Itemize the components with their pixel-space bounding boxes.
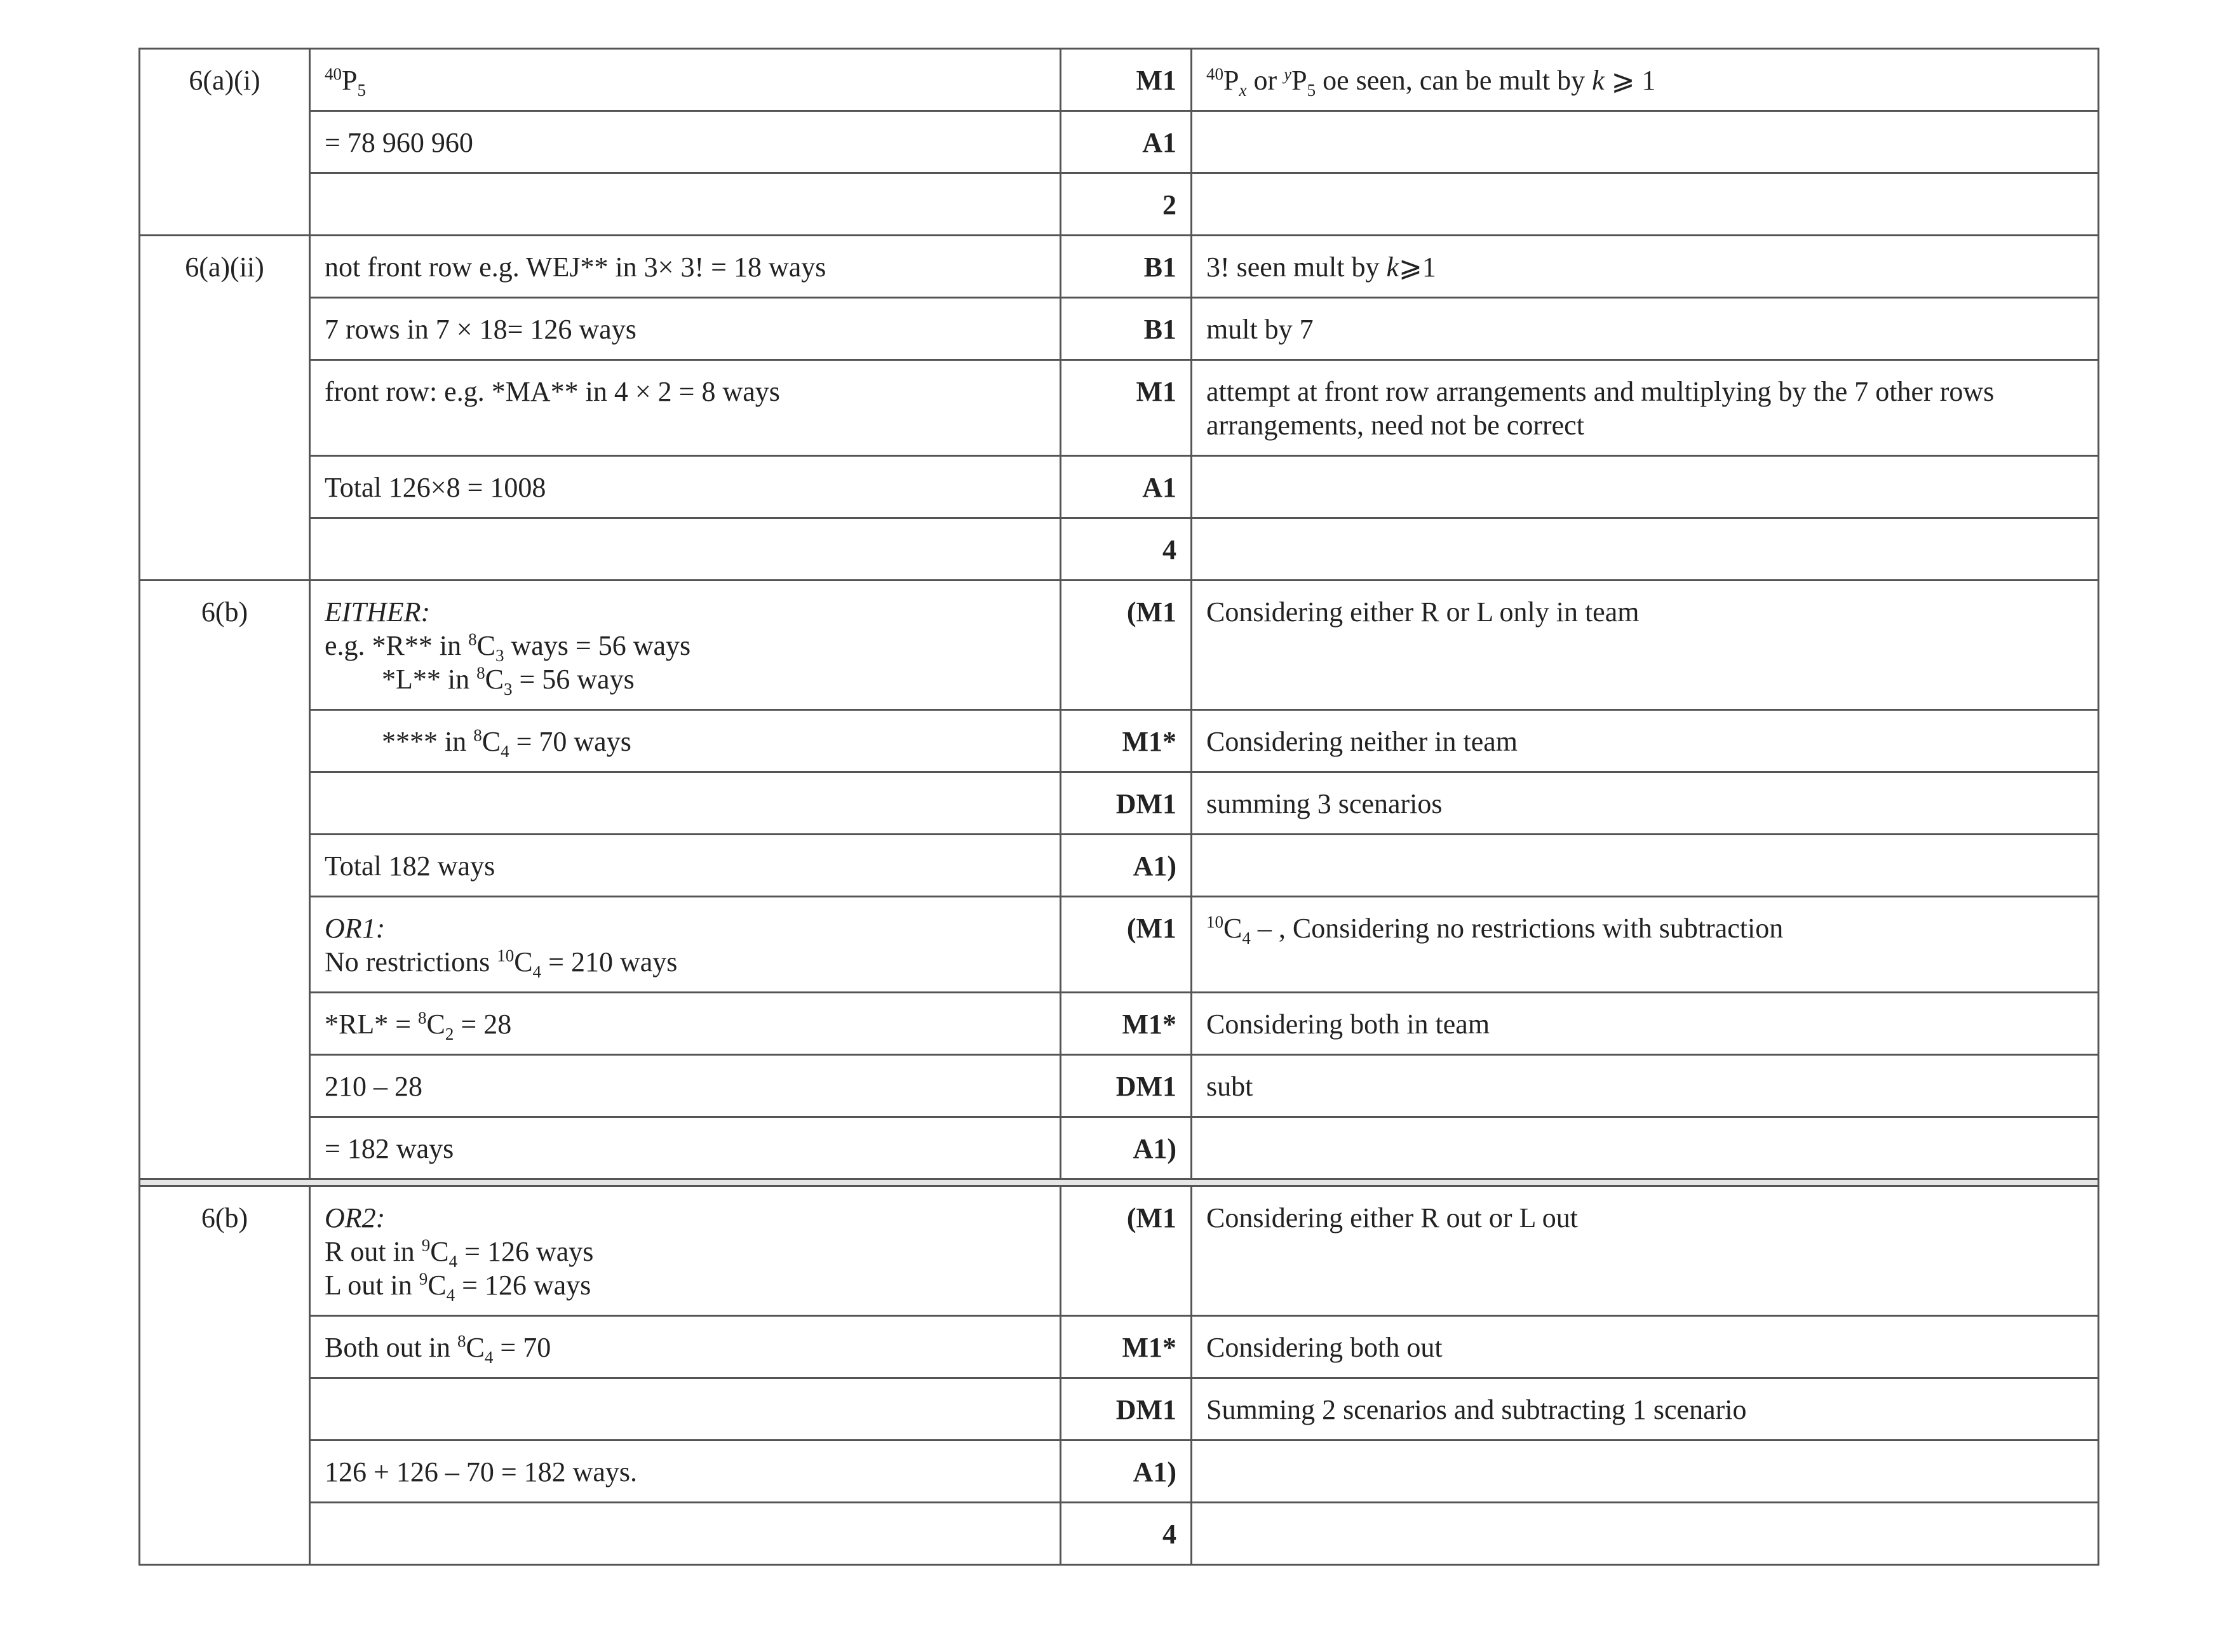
guidance-cell: attempt at front row arrangements and multiplying by the 7 other rows arrangements, need not be correct — [1192, 360, 2099, 456]
answer-cell — [310, 772, 1061, 835]
answer-cell: OR1: No restrictions $^{10}C_4 = 210$ ways — [310, 897, 1061, 993]
mark-cell: M1 — [1061, 49, 1192, 111]
mark-cell: A1) — [1061, 835, 1192, 897]
mark-cell: B1 — [1061, 298, 1192, 360]
question-number: 6(a)(i) — [140, 49, 310, 236]
answer-cell: Total 126×8 = 1008 — [310, 456, 1061, 518]
guidance-cell: Considering either R or L only in team — [1192, 581, 2099, 710]
mark-cell: A1) — [1061, 1117, 1192, 1179]
guidance-cell — [1192, 1117, 2099, 1179]
mark-cell: (M1 — [1061, 897, 1192, 993]
table-row — [140, 835, 2099, 897]
guidance-cell: summing 3 scenarios — [1192, 772, 2099, 835]
table-row — [140, 993, 2099, 1055]
mark-cell: M1* — [1061, 1316, 1192, 1378]
guidance-cell: Considering either R out or L out — [1192, 1186, 2099, 1316]
answer-cell — [310, 1503, 1061, 1565]
mark-cell: (M1 — [1061, 581, 1192, 710]
table-row — [140, 49, 2099, 111]
answer-cell: OR2: R out in $^9C_4 = 126$ ways L out in $^9C_4 = 126$ ways — [310, 1186, 1061, 1316]
answer-cell: Total 182 ways — [310, 835, 1061, 897]
table-row — [140, 456, 2099, 518]
guidance-cell — [1192, 835, 2099, 897]
answer-cell: EITHER: e.g. *R** in $^8C_3$ ways = 56 ways *L** in $^8C_3 = 56$ ways — [310, 581, 1061, 710]
answer-cell: 7 rows in 7 × 18= 126 ways — [310, 298, 1061, 360]
total-mark-cell: 2 — [1061, 173, 1192, 236]
guidance-cell — [1192, 518, 2099, 581]
table-row — [140, 111, 2099, 173]
answer-cell — [310, 173, 1061, 236]
mark-cell: DM1 — [1061, 1378, 1192, 1440]
answer-cell: $*RL* = ^8C_2 = 28$ — [310, 993, 1061, 1055]
mark-cell: (M1 — [1061, 1186, 1192, 1316]
guidance-cell — [1192, 111, 2099, 173]
answer-cell: Both out in $^8C_4 = 70$ — [310, 1316, 1061, 1378]
mark-scheme-table — [138, 48, 2099, 1566]
guidance-cell: 3! seen mult by k⩾1 — [1192, 236, 2099, 298]
mark-cell: A1 — [1061, 456, 1192, 518]
table-row — [140, 518, 2099, 581]
table-row — [140, 1055, 2099, 1117]
answer-cell: $^{40}P_5$ — [310, 49, 1061, 111]
guidance-cell: $^{40}P_x$ or $^yP_5$ oe seen, can be mult by k ⩾ 1 — [1192, 49, 2099, 111]
guidance-cell: $^{10}C_4$ – , Considering no restrictions with subtraction — [1192, 897, 2099, 993]
mark-cell: M1 — [1061, 360, 1192, 456]
answer-cell: **** in $^8C_4 = 70$ ways — [310, 710, 1061, 772]
mark-cell: M1* — [1061, 710, 1192, 772]
guidance-cell — [1192, 173, 2099, 236]
guidance-cell: Summing 2 scenarios and subtracting 1 scenario — [1192, 1378, 2099, 1440]
guidance-cell — [1192, 456, 2099, 518]
question-number: 6(a)(ii) — [140, 236, 310, 581]
table-row — [140, 360, 2099, 456]
mark-cell: DM1 — [1061, 772, 1192, 835]
guidance-cell: mult by 7 — [1192, 298, 2099, 360]
guidance-cell: Considering neither in team — [1192, 710, 2099, 772]
table-row — [140, 1503, 2099, 1565]
table-row — [140, 1440, 2099, 1503]
table-row — [140, 772, 2099, 835]
mark-cell: A1 — [1061, 111, 1192, 173]
question-number: 6(b) — [140, 1186, 310, 1565]
answer-cell: front row: e.g. *MA** in 4 × 2 = 8 ways — [310, 360, 1061, 456]
table-row — [140, 581, 2099, 710]
guidance-cell: Considering both in team — [1192, 993, 2099, 1055]
total-mark-cell: 4 — [1061, 518, 1192, 581]
answer-cell: not front row e.g. WEJ** in 3× 3! = 18 ways — [310, 236, 1061, 298]
table-row — [140, 1378, 2099, 1440]
guidance-cell — [1192, 1440, 2099, 1503]
answer-cell — [310, 1378, 1061, 1440]
table-row — [140, 1117, 2099, 1179]
guidance-cell: Considering both out — [1192, 1316, 2099, 1378]
answer-cell — [310, 518, 1061, 581]
mark-cell: DM1 — [1061, 1055, 1192, 1117]
guidance-cell: subt — [1192, 1055, 2099, 1117]
table-row — [140, 298, 2099, 360]
table-row — [140, 236, 2099, 298]
answer-cell: 210 – 28 — [310, 1055, 1061, 1117]
guidance-cell — [1192, 1503, 2099, 1565]
table-separator — [140, 1179, 2099, 1186]
answer-cell: = 182 ways — [310, 1117, 1061, 1179]
table-row — [140, 173, 2099, 236]
mark-cell: A1) — [1061, 1440, 1192, 1503]
table-row — [140, 897, 2099, 993]
question-number: 6(b) — [140, 581, 310, 1179]
total-mark-cell: 4 — [1061, 1503, 1192, 1565]
answer-cell: = 78 960 960 — [310, 111, 1061, 173]
table-row — [140, 1186, 2099, 1316]
mark-cell: B1 — [1061, 236, 1192, 298]
table-row — [140, 1316, 2099, 1378]
table-row — [140, 710, 2099, 772]
mark-cell: M1* — [1061, 993, 1192, 1055]
answer-cell: 126 + 126 – 70 = 182 ways. — [310, 1440, 1061, 1503]
